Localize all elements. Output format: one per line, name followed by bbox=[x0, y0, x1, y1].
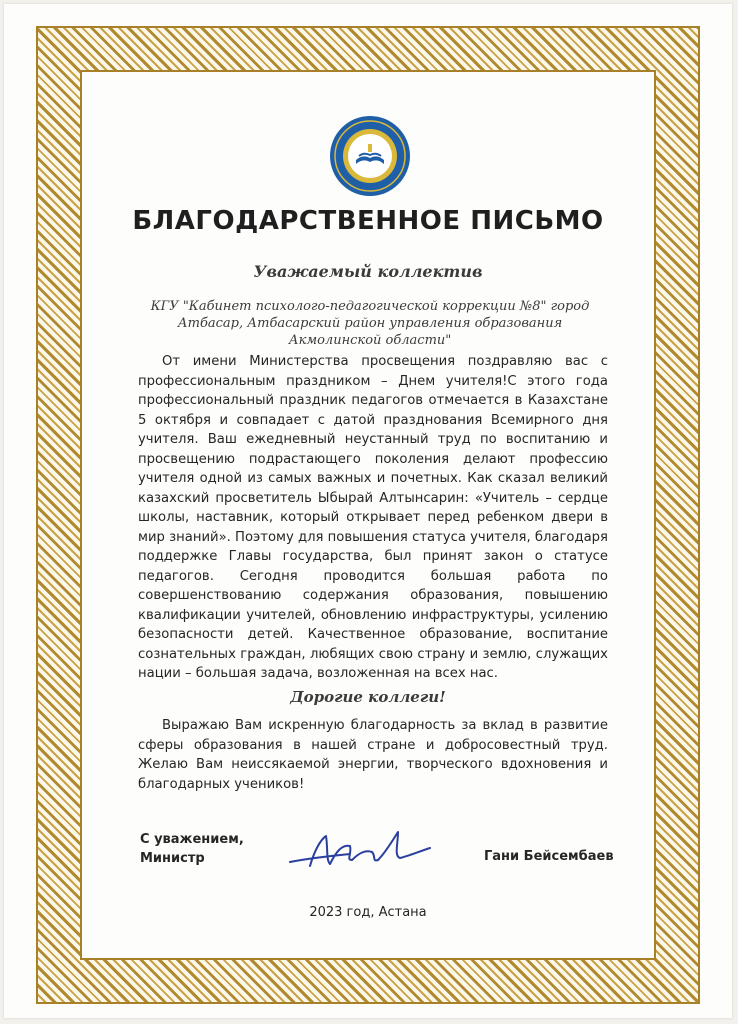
recipient: КГУ "Кабинет психолого-педагогической коррекции №8" город Атбасар, Атбасарский район управления образования Акмолинской области" bbox=[150, 299, 590, 348]
signature-icon bbox=[280, 822, 440, 878]
signoff-block bbox=[140, 830, 244, 868]
signoff-regards: С уважением, bbox=[140, 832, 244, 847]
closing-paragraph: Выражаю Вам искренную благодарность за вклад в развитие сферы образования в нашей стране и добросовестный труд. Желаю Вам неиссякаемой энергии, творческого вдохновения и благодарных учеников! bbox=[138, 718, 608, 792]
letter-body bbox=[138, 352, 608, 684]
ministry-seal-icon bbox=[328, 114, 412, 198]
date-place: 2023 год, Астана bbox=[309, 905, 427, 920]
greeting: Уважаемый коллектив bbox=[253, 262, 483, 281]
page-title: БЛАГОДАРСТВЕННОЕ ПИСЬМО bbox=[132, 206, 604, 236]
closing-paragraph-block bbox=[138, 716, 608, 794]
body-paragraph: От имени Министерства просвещения поздравляю вас с профессиональным праздником – Днем учителя!С этого года профессиональный праздник педагогов отмечается в Казахстане 5 октября и совпадает с датой празднования Всемирного дня учителя. Ваш ежедневный неустанный труд по воспитанию и просвещению подрастающего поколения делают профессию учителя одной из самых важных и почетных. Как сказал великий казахский просветитель Ыбырай Алтынсарин: «Учитель – сердце школы, наставник, который открывает перед ребенком двери в мир знаний». Поэтому для повышения статуса учителя, благодаря поддержке Главы государства, был принят закон о статусе педагогов. Сегодня проводится большая работа по совершенствованию содержания образования, повышению квалификации учителей, обновлению инфраструктуры, усилению безопасности детей. Качественное образование, воспитание сознательных граждан, любящих свою страну и землю, служащих нации – большая задача, возложенная на всех нас. bbox=[138, 354, 608, 681]
signoff-position: Министр bbox=[140, 851, 205, 866]
signer-name: Гани Бейсембаев bbox=[484, 849, 614, 864]
sub-greeting: Дорогие коллеги! bbox=[290, 688, 446, 706]
